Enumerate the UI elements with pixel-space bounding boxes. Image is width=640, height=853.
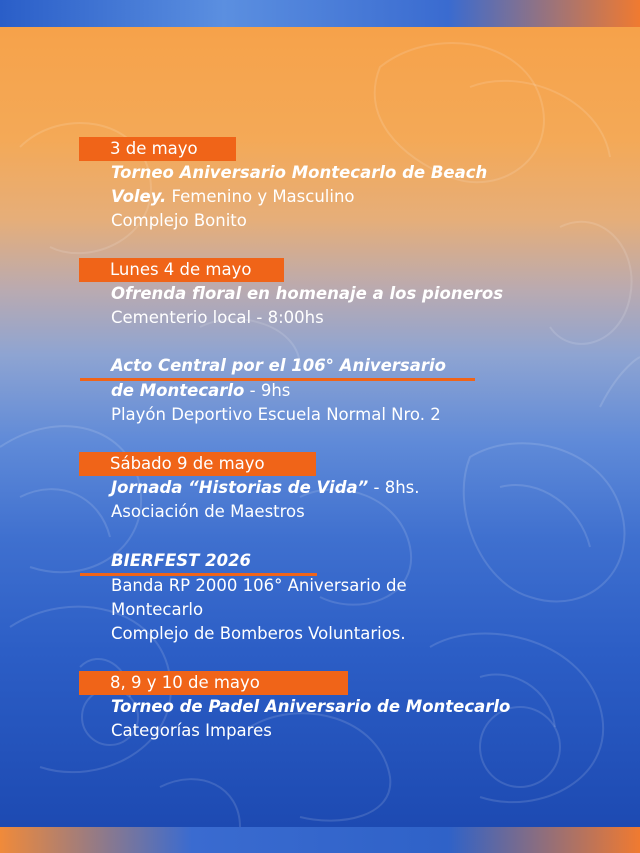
event-place: Playón Deportivo Escuela Normal Nro. 2 xyxy=(111,405,441,424)
event-place: Cementerio local - 8:00hs xyxy=(111,308,324,327)
event-poster xyxy=(0,27,640,827)
date-tag: Lunes 4 de mayo xyxy=(79,258,284,282)
event-title: Ofrenda floral en homenaje a los pioneros xyxy=(111,284,504,303)
event-time: - 8hs. xyxy=(368,478,420,497)
event-place: Complejo Bonito xyxy=(111,211,247,230)
event-title-cont xyxy=(111,185,355,209)
event-place: Complejo de Bomberos Voluntarios. xyxy=(111,624,406,643)
event-title: BIERFEST 2026 xyxy=(111,551,252,570)
event-subtitle: Femenino y Masculino xyxy=(166,187,355,206)
event-title-bold: Voley. xyxy=(111,187,167,206)
event-title-bold: de Montecarlo xyxy=(111,381,245,400)
event-place: Categorías Impares xyxy=(111,721,272,740)
event-title: Torneo de Padel Aniversario de Montecarlo xyxy=(111,697,511,716)
date-tag: 8, 9 y 10 de mayo xyxy=(79,671,348,695)
event-title: Acto Central por el 106° Aniversario xyxy=(111,356,447,375)
date-tag: 3 de mayo xyxy=(79,137,236,161)
event-title: Torneo Aniversario Montecarlo de Beach xyxy=(111,163,488,182)
event-title-bold: Jornada “Historias de Vida” xyxy=(111,478,369,497)
event-time: - 9hs xyxy=(244,381,291,400)
event-description: Banda RP 2000 106° Aniversario de xyxy=(111,576,407,595)
event-description-cont: Montecarlo xyxy=(111,600,204,619)
event-title-line xyxy=(111,476,420,500)
top-photo-strip xyxy=(0,0,640,27)
bottom-photo-strip xyxy=(0,827,640,853)
date-tag: Sábado 9 de mayo xyxy=(79,452,316,476)
event-title-cont xyxy=(111,379,290,403)
event-place: Asociación de Maestros xyxy=(111,502,305,521)
